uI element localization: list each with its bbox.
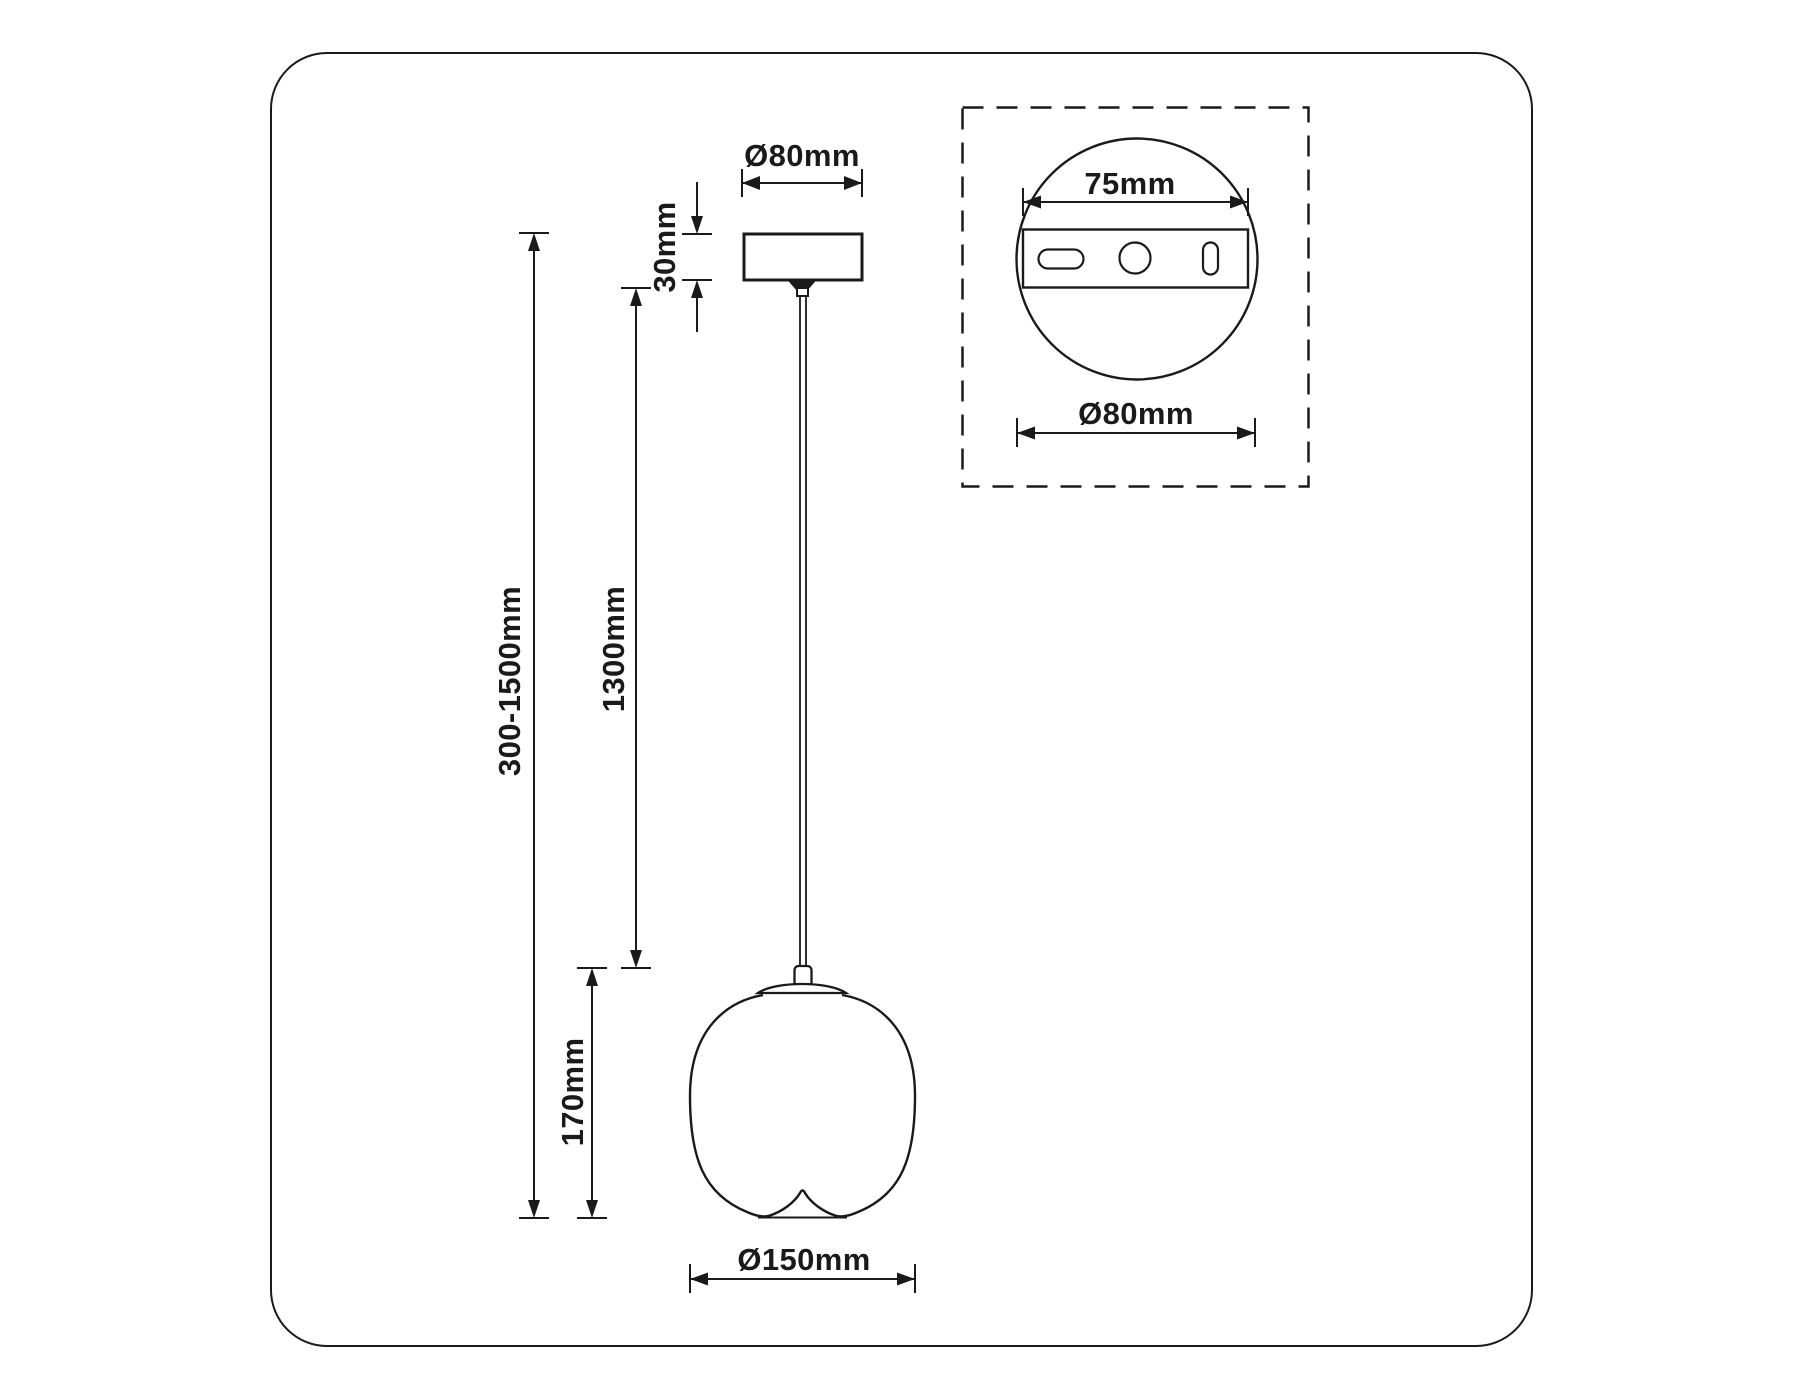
drawing-frame	[271, 53, 1532, 1346]
canopy-diameter-label: Ø80mm	[744, 138, 860, 173]
cable-hole	[1120, 243, 1151, 274]
shade-diameter-label: Ø150mm	[737, 1242, 871, 1277]
cord-length-label: 1300mm	[596, 585, 631, 713]
suspension-range-label: 300-1500mm	[492, 585, 527, 777]
detail-canopy-diameter-label: Ø80mm	[1078, 396, 1194, 431]
shade-height-label: 170mm	[555, 1037, 590, 1147]
shade-outline	[690, 995, 915, 1216]
canopy-height-label: 30mm	[647, 201, 682, 293]
mounting-slot-left	[1039, 250, 1084, 269]
mounting-slot-right	[1203, 243, 1218, 275]
shade-top-cap	[758, 984, 846, 993]
pendant-lamp-side-view	[690, 234, 915, 1218]
canopy-outline	[744, 234, 862, 280]
dimension-canopy-height	[682, 182, 712, 332]
cord-grip-nut	[797, 288, 808, 296]
plate-width-label: 75mm	[1084, 166, 1176, 201]
